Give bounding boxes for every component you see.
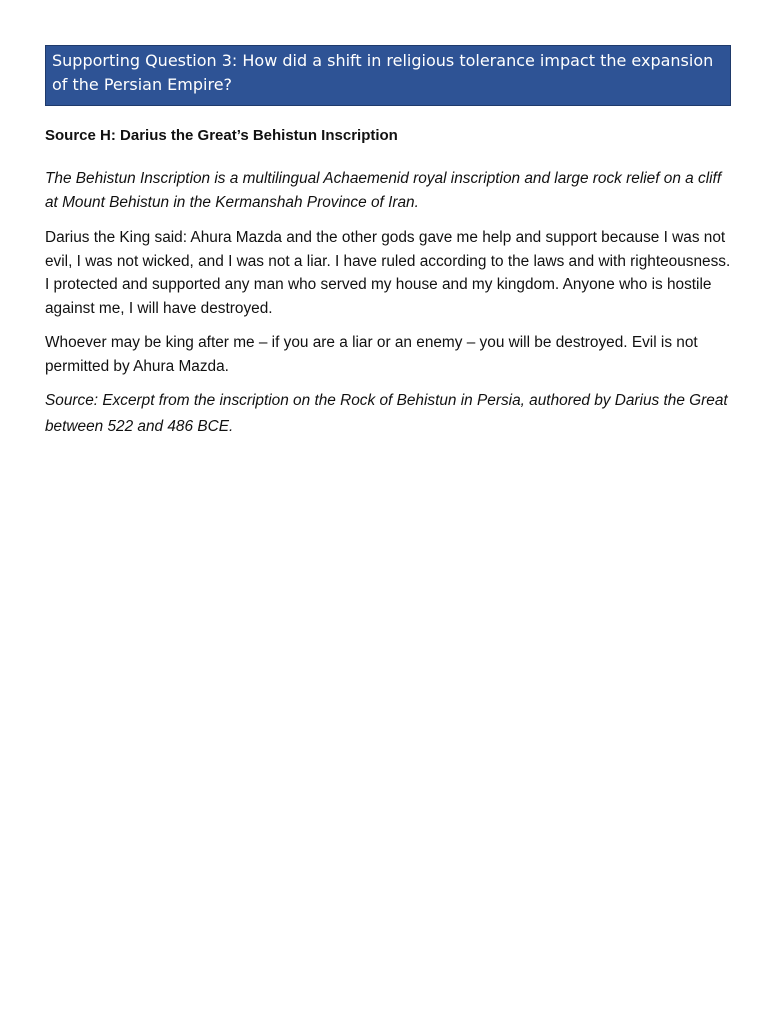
supporting-question-banner: Supporting Question 3: How did a shift in religious tolerance impact the expansion of the Persian Empire? <box>45 45 731 106</box>
source-citation: Source: Excerpt from the inscription on the Rock of Behistun in Persia, authored by Darius the Great between 522 and 486 BCE. <box>45 392 728 435</box>
source-heading: Source H: Darius the Great’s Behistun Inscription <box>45 127 398 144</box>
inscription-paragraph-2: Whoever may be king after me – if you are a liar or an enemy – you will be destroyed. Evil is not permitted by Ahura Mazda. <box>45 334 698 375</box>
source-intro: The Behistun Inscription is a multilingual Achaemenid royal inscription and large rock relief on a cliff at Mount Behistun in the Kermanshah Province of Iran. <box>45 170 722 211</box>
inscription-paragraph-1: Darius the King said: Ahura Mazda and the other gods gave me help and support because I was not evil, I was not wicked, and I was not a liar. I have ruled according to the laws and with righteousness. I protected and supported any man who served my house and my kingdom. Anyone who is hostile against me, I will have destroyed. <box>45 229 731 317</box>
document-page <box>45 45 731 440</box>
